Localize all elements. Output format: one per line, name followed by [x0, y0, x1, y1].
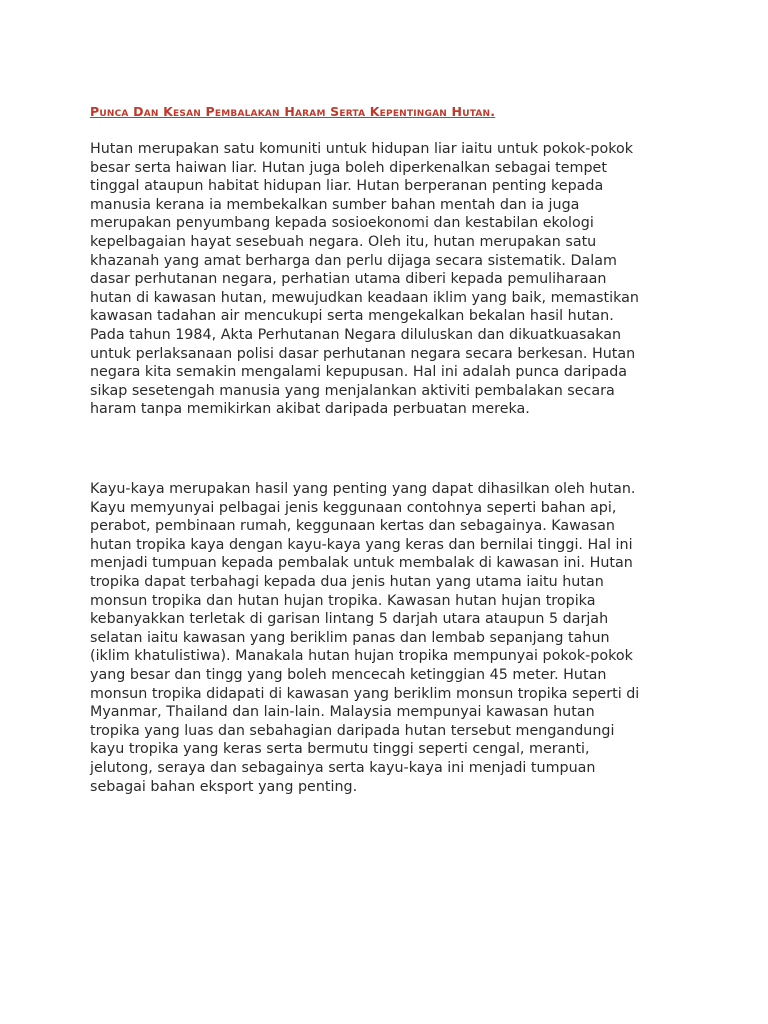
- paragraph-forest-importance: Hutan merupakan satu komuniti untuk hidupan liar iaitu untuk pokok-pokok besar serta haiwan liar. Hutan juga boleh diperkenalkan sebagai tempet tinggal ataupun habitat hidupan liar. Hutan berperanan penting kepada manusia kerana ia membekalkan sumber bahan mentah dan ia juga merupakan penyumbang kepada sosioekonomi dan kestabilan ekologi kepelbagaian hayat sesebuah negara. Oleh itu, hutan merupakan satu khazanah yang amat berharga dan perlu dijaga secara sistematik. Dalam dasar perhutanan negara, perhatian utama diberi kepada pemuliharaan hutan di kawasan hutan, mewujudkan keadaan iklim yang baik, memastikan kawasan tadahan air mencukupi serta mengekalkan bekalan hasil hutan. Pada tahun 1984, Akta Perhutanan Negara diluluskan dan dikuatkuasakan untuk perlaksanaan polisi dasar perhutanan negara secara berkesan. Hutan negara kita semakin mengalami kepupusan. Hal ini adalah punca daripada sikap sesetengah manusia yang menjalankan aktiviti pembalakan secara haram tanpa memikirkan akibat daripada perbuatan mereka.: [90, 141, 639, 418]
- document-title-period: .: [490, 104, 496, 119]
- paragraph-timber-resources: Kayu-kaya merupakan hasil yang penting yang dapat dihasilkan oleh hutan. Kayu memyunyai pelbagai jenis keggunaan contohnya seperti bahan api, perabot, pembinaan rumah, keggunaan kertas dan sebagainya. Kawasan hutan tropika kaya dengan kayu-kaya yang keras dan bernilai tinggi. Hal ini menjadi tumpuan kepada pembalak untuk membalak di kawasan ini. Hutan tropika dapat terbahagi kepada dua jenis hutan yang utama iaitu hutan monsun tropika dan hutan hujan tropika. Kawasan hutan hujan tropika kebanyakkan terletak di garisan lintang 5 darjah utara ataupun 5 darjah selatan iaitu kawasan yang beriklim panas dan lembab sepanjang tahun (iklim khatulistiwa). Manakala hutan hujan tropika mempunyai pokok-pokok yang besar dan tingg yang boleh mencecah ketinggian 45 meter. Hutan monsun tropika didapati di kawasan yang beriklim monsun tropika seperti di Myanmar, Thailand dan lain-lain. Malaysia mempunyai kawasan hutan tropika yang luas dan sebahagian daripada hutan tersebut mengandungi kayu tropika yang keras serta bermutu tinggi seperti cengal, meranti, jelutong, seraya dan sebagainya serta kayu-kaya ini menjadi tumpuan sebagai bahan eksport yang penting.: [90, 481, 640, 795]
- document-title[interactable]: [90, 104, 690, 119]
- document-title-text[interactable]: Punca Dan Kesan Pembalakan Haram Serta Kepentingan Hutan: [90, 104, 491, 119]
